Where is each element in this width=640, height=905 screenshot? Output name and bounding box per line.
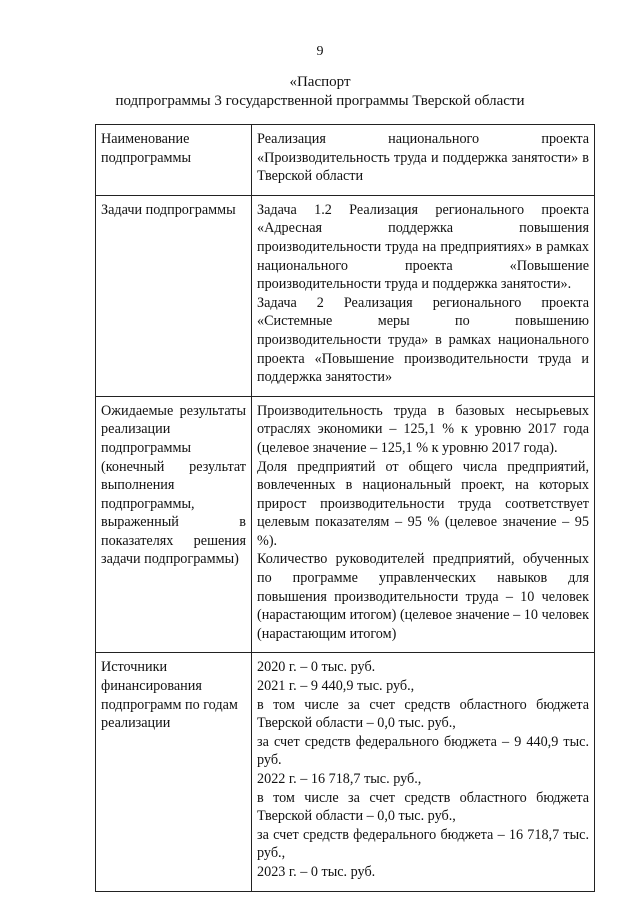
title-line-1: «Паспорт (289, 74, 351, 90)
result-2-text: Доля предприятий от общего числа предприятий, вовлеченных в национальный проект, на которых прирост производительности труда соответствует целевым показателям – 95 % (целевое значение – 95 %). (257, 458, 589, 549)
result-3-text: Количество руководителей предприятий, обученных по программе управленческих навыков для повышения производительности труда – 10 человек (нарастающим итогом) (целевое значение – 10 человек (нарастающим итогом) (257, 551, 589, 642)
page-number: 9 (316, 44, 324, 59)
row-label-tasks: Задачи подпрограммы (96, 195, 252, 396)
row-value-expected-results (252, 396, 595, 653)
row-label-funding-sources: Источники финансирования подпрограмм по годам реализации (96, 653, 252, 891)
document-title (0, 73, 640, 111)
funding-line: за счет средств федерального бюджета – 9 440,9 тыс. руб. (257, 733, 589, 769)
table-row-funding-sources (96, 653, 595, 891)
row-value-funding-sources (252, 653, 595, 891)
task-1-text: Задача 1.2 Реализация регионального проекта «Адресная поддержка повышения производительности труда на предприятиях» в рамках национального проекта «Повышение производительности труда и поддержка занятости». (257, 201, 589, 293)
funding-line: в том числе за счет средств областного бюджета Тверской области – 0,0 тыс. руб., (257, 696, 589, 732)
funding-line: 2023 г. – 0 тыс. руб. (257, 863, 376, 880)
result-1-text: Производительность труда в базовых несырьевых отраслях экономики – 125,1 % к уровню 2017 года (целевое значение – 125,1 % к уровню 2017 года). (257, 402, 589, 456)
funding-line: 2022 г. – 16 718,7 тыс. руб., (257, 771, 422, 787)
title-line-2: подпрограммы 3 государственной программы Тверской области (115, 93, 525, 109)
passport-table (95, 124, 595, 892)
row-value-subprogram-name: Реализация национального проекта «Производительность труда и поддержка занятости» в Тверской области (252, 125, 595, 196)
task-2-text: Задача 2 Реализация регионального проекта «Системные меры по повышению производительности труда» в рамках национального проекта «Повышение производительности труда и поддержка занятости» (257, 294, 589, 386)
table-row-tasks (96, 195, 595, 396)
row-label-expected-results: Ожидаемые результаты реализации подпрограммы (конечный результат выполнения подпрограммы, выраженный в показателях решения задачи подпрограммы) (96, 396, 252, 653)
funding-line: в том числе за счет средств областного бюджета Тверской области – 0,0 тыс. руб., (257, 789, 589, 825)
funding-line: 2020 г. – 0 тыс. руб. (257, 659, 376, 676)
table-row-expected-results (96, 396, 595, 653)
row-value-tasks (252, 195, 595, 396)
funding-line: за счет средств федерального бюджета – 16 718,7 тыс. руб., (257, 826, 589, 862)
table-row-subprogram-name (96, 125, 595, 196)
funding-line: 2021 г. – 9 440,9 тыс. руб., (257, 678, 415, 695)
row-label-subprogram-name: Наименование подпрограммы (96, 125, 252, 196)
